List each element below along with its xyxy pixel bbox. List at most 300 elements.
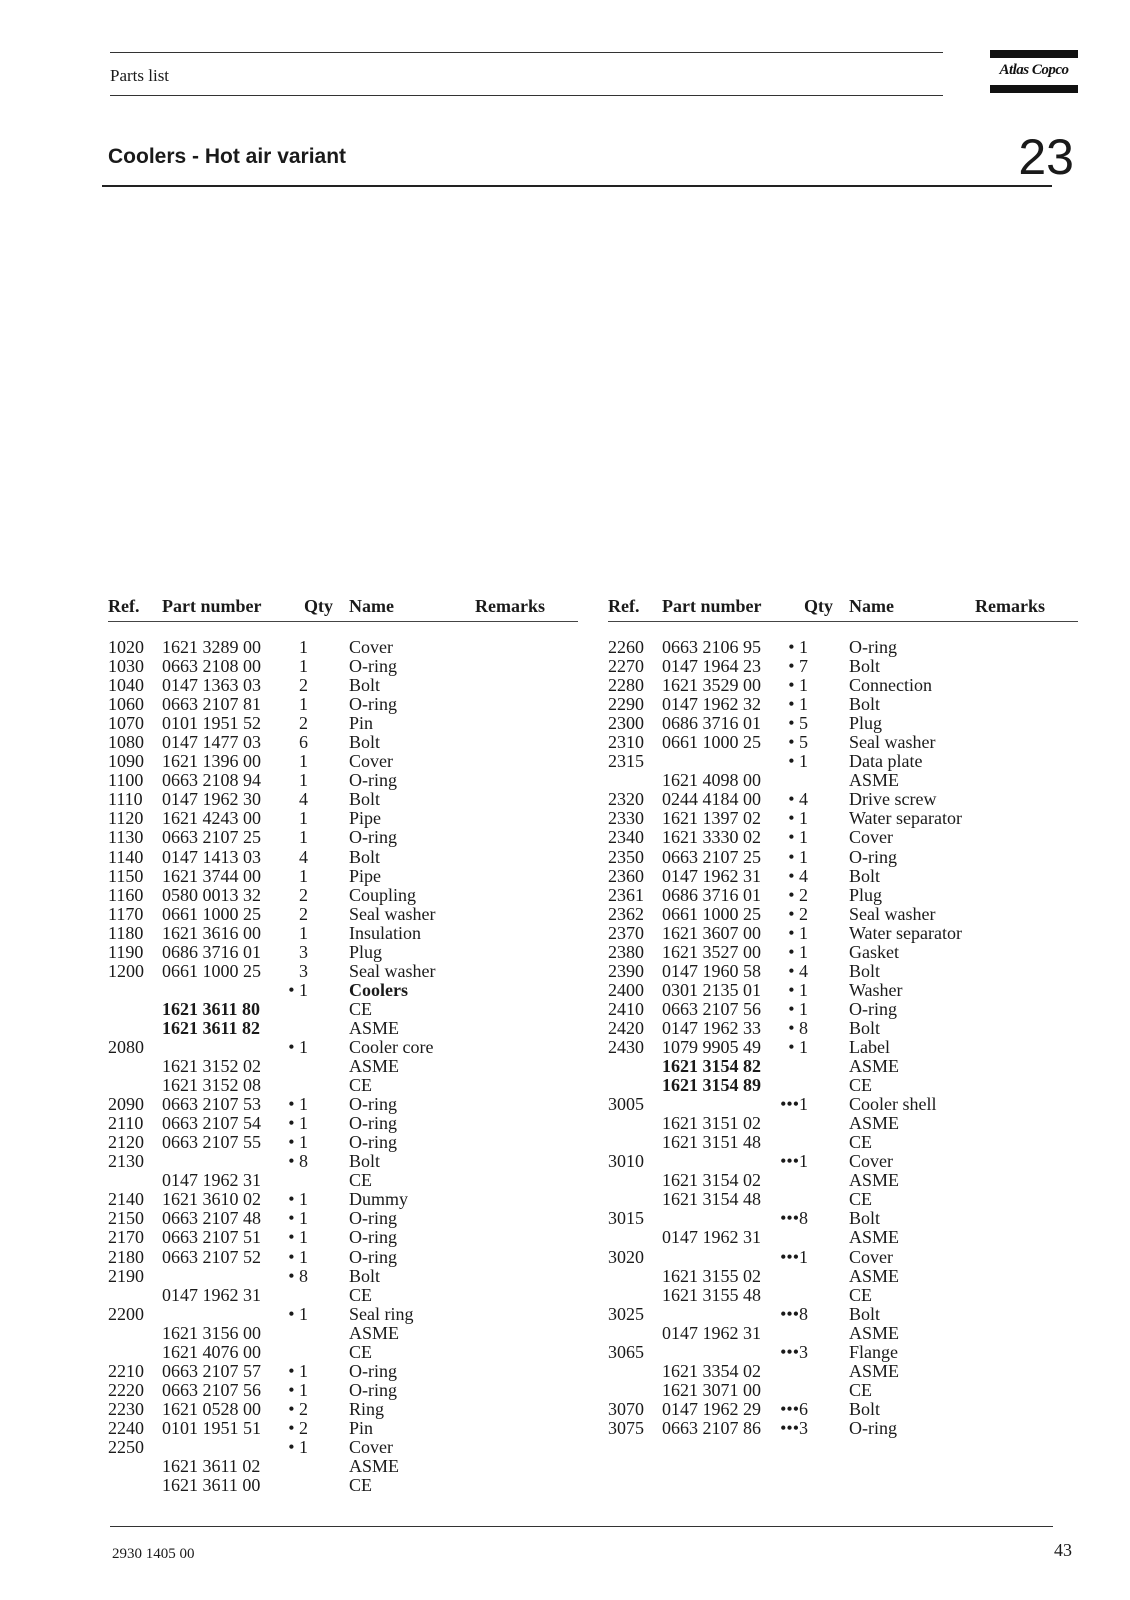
- cell-name: CE: [349, 998, 373, 1019]
- cell-qty: 1: [299, 694, 308, 715]
- cell-qty: • 1: [788, 979, 808, 1000]
- cell-qty: • 8: [788, 1017, 808, 1038]
- cell-ref: 2080: [108, 1036, 144, 1057]
- cell-ref: 2090: [108, 1094, 144, 1115]
- cell-part-number: 1621 3155 48: [662, 1284, 761, 1305]
- cell-ref: 2320: [608, 789, 644, 810]
- cell-ref: 1090: [108, 751, 144, 772]
- cell-name: Ring: [349, 1398, 385, 1419]
- table-row: [608, 1152, 1078, 1171]
- cell-part-number: 0686 3716 01: [662, 713, 761, 734]
- cell-name: CE: [349, 1075, 373, 1096]
- table-row: [608, 1000, 1078, 1019]
- table-rows-left: [108, 638, 578, 1495]
- cell-qty: • 1: [288, 1436, 308, 1457]
- cell-part-number: 1621 3154 02: [662, 1170, 761, 1191]
- cell-name: Bolt: [849, 960, 881, 981]
- cell-qty: 1: [299, 751, 308, 772]
- cell-part-number: 0147 1962 31: [662, 1227, 761, 1248]
- table-row: [108, 1248, 578, 1267]
- cell-name: Bolt: [849, 865, 881, 886]
- cell-part-number: 1621 3154 89: [662, 1075, 761, 1096]
- cell-name: Seal ring: [349, 1303, 414, 1324]
- cell-name: Bolt: [349, 675, 381, 696]
- table-row: [108, 962, 578, 981]
- table-row: [608, 1228, 1078, 1247]
- table-row: [108, 1362, 578, 1381]
- cell-part-number: 1621 3151 48: [662, 1132, 761, 1153]
- table-row: [608, 657, 1078, 676]
- cell-part-number: 0101 1951 51: [162, 1417, 261, 1438]
- cell-ref: 2310: [608, 732, 644, 753]
- cell-part-number: 1621 3152 02: [162, 1056, 261, 1077]
- cell-qty: 4: [299, 789, 308, 810]
- cell-qty: • 1: [288, 1360, 308, 1381]
- cell-name: CE: [849, 1379, 873, 1400]
- page-number: 43: [1054, 1540, 1072, 1560]
- cell-ref: 2180: [108, 1246, 144, 1267]
- cell-name: Water separator: [849, 808, 962, 829]
- cell-qty: 2: [299, 675, 308, 696]
- cell-ref: 2120: [108, 1132, 144, 1153]
- table-row: [108, 924, 578, 943]
- cell-name: ASME: [849, 1360, 900, 1381]
- cell-name: ASME: [849, 1322, 900, 1343]
- cell-ref: 2380: [608, 941, 644, 962]
- cell-name: O-ring: [349, 1227, 397, 1248]
- cell-ref: 3070: [608, 1398, 644, 1419]
- cell-qty: • 1: [288, 1303, 308, 1324]
- cell-ref: 3025: [608, 1303, 644, 1324]
- cell-part-number: 1621 4098 00: [662, 770, 761, 791]
- cell-qty: 1: [299, 770, 308, 791]
- cell-part-number: 0147 1962 32: [662, 694, 761, 715]
- cell-ref: 2200: [108, 1303, 144, 1324]
- cell-name: Bolt: [849, 1208, 881, 1229]
- cell-ref: 2220: [108, 1379, 144, 1400]
- cell-name: Pipe: [349, 865, 382, 886]
- table-row: [608, 1076, 1078, 1095]
- table-row: [108, 943, 578, 962]
- cell-part-number: 1621 3154 82: [662, 1056, 761, 1077]
- cell-name: ASME: [349, 1017, 400, 1038]
- cell-qty: •••1: [780, 1151, 808, 1172]
- table-row: [608, 1343, 1078, 1362]
- cell-name: ASME: [349, 1056, 400, 1077]
- cell-name: Cover: [349, 751, 393, 772]
- cell-part-number: 0301 2135 01: [662, 979, 761, 1000]
- cell-qty: • 5: [788, 732, 808, 753]
- title-rule: [102, 185, 1052, 187]
- cell-name: ASME: [349, 1322, 400, 1343]
- cell-name: CE: [849, 1132, 873, 1153]
- cell-part-number: 0147 1960 58: [662, 960, 761, 981]
- cell-qty: • 1: [288, 1036, 308, 1057]
- cell-part-number: 1621 0528 00: [162, 1398, 261, 1419]
- cell-part-number: 0661 1000 25: [662, 732, 761, 753]
- table-row: [608, 638, 1078, 657]
- table-row: [108, 1419, 578, 1438]
- cell-name: O-ring: [349, 770, 397, 791]
- cell-name: O-ring: [349, 1246, 397, 1267]
- cell-part-number: 0663 2107 81: [162, 694, 261, 715]
- cell-qty: •••3: [780, 1417, 808, 1438]
- cell-name: O-ring: [349, 1360, 397, 1381]
- table-row: [608, 1248, 1078, 1267]
- cell-ref: 1180: [108, 922, 144, 943]
- cell-name: Seal washer: [349, 960, 436, 981]
- cell-name: CE: [349, 1475, 373, 1496]
- table-row: [608, 1362, 1078, 1381]
- table-row: [608, 676, 1078, 695]
- cell-name: Dummy: [349, 1189, 409, 1210]
- cell-name: O-ring: [349, 1132, 397, 1153]
- table-row: [608, 1038, 1078, 1057]
- cell-part-number: 0663 2107 53: [162, 1094, 261, 1115]
- cell-qty: 1: [299, 656, 308, 677]
- cell-part-number: 0147 1962 33: [662, 1017, 761, 1038]
- table-row: [608, 733, 1078, 752]
- cell-part-number: 1621 3151 02: [662, 1113, 761, 1134]
- cell-part-number: 0663 2107 51: [162, 1227, 261, 1248]
- cell-name: O-ring: [849, 1417, 897, 1438]
- cell-name: Bolt: [349, 1265, 381, 1286]
- cell-ref: 1020: [108, 637, 144, 657]
- cell-name: O-ring: [349, 656, 397, 677]
- cell-name: Cover: [849, 1151, 893, 1172]
- cell-part-number: 1621 3354 02: [662, 1360, 761, 1381]
- table-row: [108, 657, 578, 676]
- logo-bar-bottom: [990, 85, 1078, 93]
- cell-qty: • 1: [788, 846, 808, 867]
- cell-name: ASME: [849, 1056, 900, 1077]
- cell-name: CE: [349, 1284, 373, 1305]
- cell-qty: • 1: [288, 1227, 308, 1248]
- cell-qty: • 1: [788, 922, 808, 943]
- cell-ref: 3075: [608, 1417, 644, 1438]
- cell-part-number: 1621 3607 00: [662, 922, 761, 943]
- cell-ref: 2240: [108, 1417, 144, 1438]
- header-rule-bottom: [110, 95, 943, 96]
- cell-name: Cover: [349, 1436, 393, 1457]
- table-row: [608, 943, 1078, 962]
- cell-part-number: 0686 3716 01: [162, 941, 261, 962]
- cell-name: Data plate: [849, 751, 923, 772]
- column-header-part-number: Part number: [162, 596, 262, 616]
- cell-part-number: 0663 2107 86: [662, 1417, 761, 1438]
- table-row: [608, 848, 1078, 867]
- cell-name: O-ring: [849, 846, 897, 867]
- cell-name: CE: [849, 1075, 873, 1096]
- table-header: [108, 596, 578, 622]
- cell-name: ASME: [849, 1170, 900, 1191]
- cell-part-number: 1621 4243 00: [162, 808, 261, 829]
- cell-ref: 3065: [608, 1341, 644, 1362]
- chapter-number: 23: [1018, 129, 1074, 185]
- cell-qty: • 7: [788, 656, 808, 677]
- cell-name: Pipe: [349, 808, 382, 829]
- cell-name: CE: [349, 1341, 373, 1362]
- table-row: [108, 1152, 578, 1171]
- table-row: [108, 1019, 578, 1038]
- cell-qty: 2: [299, 713, 308, 734]
- column-header-ref: Ref.: [108, 596, 140, 616]
- cell-name: Cover: [349, 637, 393, 657]
- table-row: [108, 1476, 578, 1495]
- table-row: [608, 1190, 1078, 1209]
- cell-part-number: 0663 2107 25: [162, 827, 261, 848]
- cell-name: Drive screw: [849, 789, 937, 810]
- cell-name: CE: [849, 1284, 873, 1305]
- cell-part-number: 0147 1363 03: [162, 675, 261, 696]
- cell-part-number: 0661 1000 25: [162, 903, 261, 924]
- cell-name: Bolt: [849, 1303, 881, 1324]
- table-row: [108, 638, 578, 657]
- cell-name: Coolers: [349, 979, 408, 1000]
- cell-part-number: 1621 3529 00: [662, 675, 761, 696]
- cell-part-number: 0147 1413 03: [162, 846, 261, 867]
- table-header: [608, 596, 1078, 622]
- table-row: [108, 1095, 578, 1114]
- cell-qty: •••3: [780, 1341, 808, 1362]
- cell-qty: • 2: [288, 1417, 308, 1438]
- cell-ref: 1040: [108, 675, 144, 696]
- cell-ref: 1150: [108, 865, 144, 886]
- table-row: [108, 676, 578, 695]
- table-row: [108, 1133, 578, 1152]
- table-row: [608, 1267, 1078, 1286]
- cell-qty: 1: [299, 827, 308, 848]
- cell-part-number: 0147 1962 31: [162, 1284, 261, 1305]
- cell-ref: 2400: [608, 979, 644, 1000]
- cell-qty: 3: [299, 941, 308, 962]
- column-header-remarks: Remarks: [475, 596, 545, 616]
- cell-qty: • 2: [788, 884, 808, 905]
- cell-name: Pin: [349, 1417, 374, 1438]
- table-row: [608, 1286, 1078, 1305]
- cell-ref: 2350: [608, 846, 644, 867]
- header-rule-top: [110, 52, 943, 53]
- table-row: [108, 1381, 578, 1400]
- cell-name: ASME: [849, 1227, 900, 1248]
- table-row: [608, 1019, 1078, 1038]
- cell-ref: 2170: [108, 1227, 144, 1248]
- cell-ref: 3010: [608, 1151, 644, 1172]
- cell-ref: 1100: [108, 770, 144, 791]
- cell-ref: 2390: [608, 960, 644, 981]
- cell-part-number: 0663 2108 00: [162, 656, 261, 677]
- cell-ref: 3020: [608, 1246, 644, 1267]
- table-row: [108, 828, 578, 847]
- table-row: [608, 962, 1078, 981]
- cell-ref: 1140: [108, 846, 144, 867]
- cell-ref: 1130: [108, 827, 144, 848]
- table-row: [608, 981, 1078, 1000]
- cell-part-number: 0661 1000 25: [662, 903, 761, 924]
- table-row: [608, 886, 1078, 905]
- table-row: [108, 1076, 578, 1095]
- cell-part-number: 0663 2107 54: [162, 1113, 261, 1134]
- column-header-ref: Ref.: [608, 596, 640, 616]
- table-row: [108, 1286, 578, 1305]
- cell-name: ASME: [849, 770, 900, 791]
- cell-qty: • 1: [288, 1113, 308, 1134]
- cell-name: Bolt: [349, 732, 381, 753]
- cell-ref: 2270: [608, 656, 644, 677]
- cell-name: Connection: [849, 675, 932, 696]
- table-row: [608, 1400, 1078, 1419]
- table-row: [108, 695, 578, 714]
- cell-qty: • 1: [788, 827, 808, 848]
- cell-part-number: 1621 3610 02: [162, 1189, 261, 1210]
- cell-qty: • 1: [788, 637, 808, 657]
- cell-qty: • 1: [788, 694, 808, 715]
- table-row: [108, 1171, 578, 1190]
- cell-part-number: 1621 4076 00: [162, 1341, 261, 1362]
- cell-part-number: 0663 2108 94: [162, 770, 261, 791]
- cell-name: Bolt: [849, 656, 881, 677]
- cell-part-number: 0580 0013 32: [162, 884, 261, 905]
- cell-name: Bolt: [849, 1017, 881, 1038]
- parts-table-left: [108, 596, 578, 1495]
- cell-ref: 2250: [108, 1436, 144, 1457]
- cell-ref: 2130: [108, 1151, 144, 1172]
- cell-name: Plug: [349, 941, 383, 962]
- cell-ref: 2370: [608, 922, 644, 943]
- table-row: [108, 1209, 578, 1228]
- table-row: [108, 981, 578, 1000]
- cell-ref: 1060: [108, 694, 144, 715]
- cell-part-number: 0147 1962 31: [662, 865, 761, 886]
- table-row: [108, 1324, 578, 1343]
- cell-part-number: 1621 3289 00: [162, 637, 261, 657]
- cell-name: ASME: [849, 1265, 900, 1286]
- footer-rule: [110, 1526, 1053, 1527]
- cell-qty: •••6: [780, 1398, 808, 1419]
- cell-part-number: 1621 3071 00: [662, 1379, 761, 1400]
- table-row: [608, 924, 1078, 943]
- table-row: [108, 1400, 578, 1419]
- cell-qty: • 1: [288, 1379, 308, 1400]
- table-row: [608, 867, 1078, 886]
- cell-ref: 1190: [108, 941, 144, 962]
- table-row: [108, 1000, 578, 1019]
- cell-qty: 3: [299, 960, 308, 981]
- table-row: [108, 790, 578, 809]
- cell-name: Cooler core: [349, 1036, 434, 1057]
- cell-part-number: 0686 3716 01: [662, 884, 761, 905]
- cell-ref: 2280: [608, 675, 644, 696]
- cell-qty: •••1: [780, 1094, 808, 1115]
- table-rows-right: [608, 638, 1078, 1438]
- cell-qty: •••8: [780, 1208, 808, 1229]
- table-row: [108, 1305, 578, 1324]
- cell-name: Water separator: [849, 922, 962, 943]
- cell-name: Label: [849, 1036, 890, 1057]
- cell-ref: 2430: [608, 1036, 644, 1057]
- table-row: [608, 790, 1078, 809]
- table-row: [608, 695, 1078, 714]
- cell-name: Plug: [849, 884, 883, 905]
- cell-qty: • 1: [288, 1208, 308, 1229]
- cell-part-number: 0663 2107 55: [162, 1132, 261, 1153]
- cell-part-number: 0663 2107 57: [162, 1360, 261, 1381]
- cell-ref: 2361: [608, 884, 644, 905]
- cell-name: O-ring: [349, 827, 397, 848]
- table-row: [108, 905, 578, 924]
- cell-ref: 2315: [608, 751, 644, 772]
- table-row: [608, 1419, 1078, 1438]
- table-row: [608, 828, 1078, 847]
- cell-ref: 2140: [108, 1189, 144, 1210]
- cell-part-number: 0147 1964 23: [662, 656, 761, 677]
- cell-part-number: 1621 3616 00: [162, 922, 261, 943]
- cell-qty: • 1: [288, 1189, 308, 1210]
- table-row: [108, 867, 578, 886]
- table-row: [608, 905, 1078, 924]
- cell-name: Pin: [349, 713, 374, 734]
- cell-ref: 1080: [108, 732, 144, 753]
- table-row: [108, 1190, 578, 1209]
- cell-part-number: 1621 3611 82: [162, 1017, 261, 1038]
- cell-part-number: 1621 3152 08: [162, 1075, 261, 1096]
- cell-part-number: 0663 2106 95: [662, 637, 761, 657]
- cell-part-number: 1621 1396 00: [162, 751, 261, 772]
- table-row: [108, 1438, 578, 1457]
- cell-qty: 2: [299, 884, 308, 905]
- table-row: [608, 1114, 1078, 1133]
- cell-name: Plug: [849, 713, 883, 734]
- column-header-remarks: Remarks: [975, 596, 1045, 616]
- cell-qty: 1: [299, 808, 308, 829]
- table-row: [108, 1267, 578, 1286]
- cell-ref: 2340: [608, 827, 644, 848]
- cell-ref: 2230: [108, 1398, 144, 1419]
- table-row: [608, 1324, 1078, 1343]
- cell-qty: •••8: [780, 1303, 808, 1324]
- table-row: [608, 809, 1078, 828]
- cell-name: O-ring: [349, 1113, 397, 1134]
- cell-name: ASME: [349, 1456, 400, 1477]
- cell-name: Seal washer: [349, 903, 436, 924]
- cell-name: Bolt: [849, 694, 881, 715]
- cell-name: Bolt: [349, 1151, 381, 1172]
- cell-part-number: 0147 1962 31: [662, 1322, 761, 1343]
- cell-ref: 3015: [608, 1208, 644, 1229]
- cell-ref: 1030: [108, 656, 144, 677]
- cell-ref: 2210: [108, 1360, 144, 1381]
- cell-ref: 2360: [608, 865, 644, 886]
- cell-name: O-ring: [349, 1094, 397, 1115]
- cell-part-number: 0101 1951 52: [162, 713, 261, 734]
- cell-ref: 2260: [608, 637, 644, 657]
- cell-qty: • 4: [788, 865, 808, 886]
- cell-part-number: 1621 3611 80: [162, 998, 261, 1019]
- cell-name: O-ring: [849, 637, 897, 657]
- cell-ref: 2362: [608, 903, 644, 924]
- table-row: [608, 1057, 1078, 1076]
- table-row: [108, 848, 578, 867]
- cell-ref: 2290: [608, 694, 644, 715]
- cell-qty: • 8: [288, 1265, 308, 1286]
- cell-qty: • 4: [788, 960, 808, 981]
- cell-part-number: 0244 4184 00: [662, 789, 761, 810]
- cell-part-number: 1621 1397 02: [662, 808, 761, 829]
- cell-name: Washer: [849, 979, 903, 1000]
- table-row: [608, 1095, 1078, 1114]
- cell-part-number: 1621 3611 00: [162, 1475, 261, 1496]
- cell-name: Cooler shell: [849, 1094, 937, 1115]
